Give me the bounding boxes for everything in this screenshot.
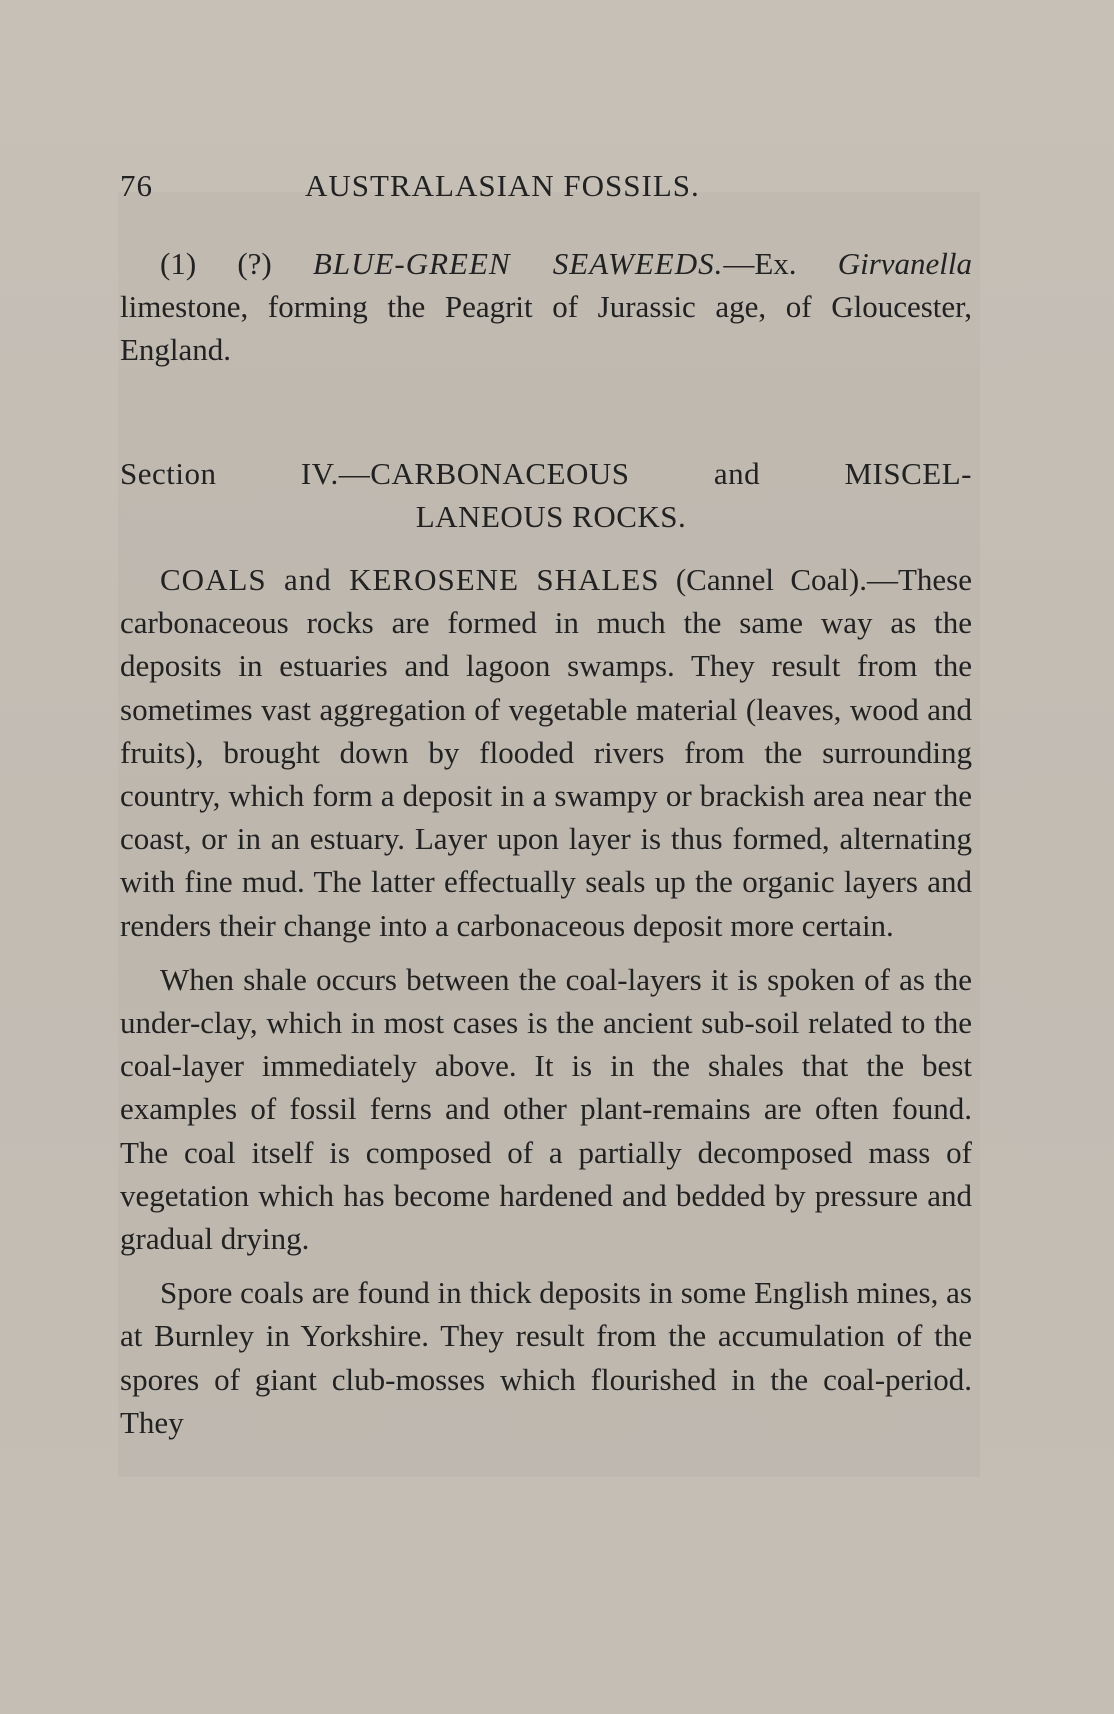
paragraph-coals [120,558,972,947]
running-title: AUSTRALASIAN FOSSILS. [305,168,700,203]
entry-text: limestone, forming the Peagrit of Jurassic age, of Gloucester, England. [120,289,972,368]
entry-heading: BLUE-GREEN SEAWEEDS. [312,246,724,281]
paragraph-coals-text: (Cannel Coal).—These carbonaceous rocks are formed in much the same way as the deposits in estuaries and lagoon swamps. They result from the sometimes vast aggregation of vegetable material (leaves, wood and fruits), brought down by flooded rivers from the surrounding country, which form a deposit in a swampy or brackish area near the coast, or in an estuary. Layer upon layer is thus formed, alternating with fine mud. The latter effectually seals up the organic layers and renders their change into a carbonaceous deposit more certain. [120,562,972,943]
fossil-entry [120,242,972,372]
section-heading: Section IV.—CARBONACEOUS and MISCEL- [120,455,972,491]
page-content [120,242,972,1444]
section-heading-continued: LANEOUS ROCKS. [415,498,687,534]
entry-genus: Girvanella [837,246,972,281]
entry-example-label: —Ex. [723,246,797,281]
entry-number: (1) (?) [160,246,272,281]
paragraph-spore-coals: Spore coals are found in thick deposits in some English mines, as at Burnley in Yorkshire. They result from the accumulation of the spores of giant club-mosses which flourished in the coal-period. They [120,1275,972,1440]
page-number: 76 [120,168,153,203]
page-header [120,168,970,208]
paragraph-lead: COALS and KEROSENE SHALES [160,562,660,598]
paragraph-shale: When shale occurs between the coal-layers it is spoken of as the under-clay, which in most cases is the ancient sub-soil related to the coal-layer immediately above. It is in the shales that the best examples of fossil ferns and other plant-remains are often found. The coal itself is composed of a partially decomposed mass of vegetation which has become hardened and bedded by pressure and gradual drying. [120,961,972,1257]
